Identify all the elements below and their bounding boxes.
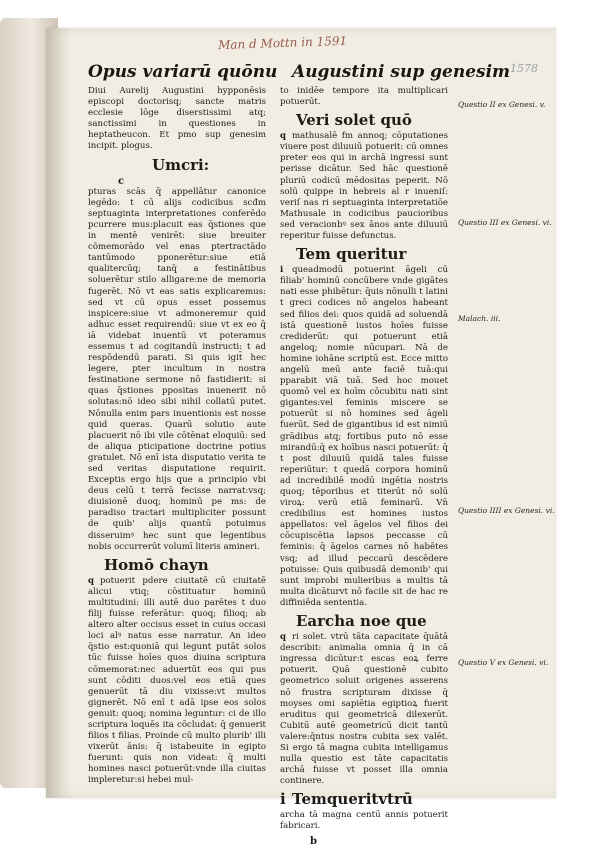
initial-marker: q [280, 632, 287, 643]
margin-note: Malach. iii. [458, 314, 501, 323]
margin-note: Questio III ex Genesi. vi. [458, 218, 552, 227]
body-paragraph: q ri solet. vtrū tāta capacitate q̄uātā describit: animalia omnia q̄ in cā ingressa dicūtur:t escas eoꝝ ferre potuerit. Quā questionē cubito geometrico soluit origenes asserens nō frustra scripturam dixisse q̄ moyses omi sapiētia egiptioꝝ fuerit eruditus qui geometricā dilexerūt. Cubitū autē geometricū dicit tantū valere:q̄ntus nostra cubita sex valēt. Si ergo tā magna cubita intelligamus nulla questio est tāte capacitatis archā fuisse vt posset illa omnia continere. [280, 632, 448, 787]
intro-paragraph: Diui Aurelij Augustini hypponēsis episcopi doctorisq; sancte matris ecclesie lōge diserstissimi atq; sanctissimi in questiones in heptatheucon. Et pmo sup genesim incipit. plogus. [88, 86, 266, 152]
page-gutter-shadow [46, 28, 72, 798]
initial-marker: i [280, 790, 286, 809]
left-column [88, 86, 266, 790]
book-page [46, 28, 556, 847]
body-paragraph: archa tā magna centū annis potuerit fabricari. [280, 810, 448, 832]
body-paragraph: i queadmodū potuerint āgeli cū filiab' hominū concūbere vnde gigātes nati esse phibētur: q̄uis nōnulli t latini t greci codices nō angelos habeant sed filios dei: quos quidā ad soluendā istā questionē iustos hoīes fuisse crediderūt: qui potuerunt etiā angeloq; nomie nūcupari. Nā de homine iohāne scriptū est. Ecce mitto angelū meū ante faciē tuā:qui pparabit viā tuā. Sed hoc mouet quomō vel ex hoīm cōcubitu nati sint gigantes:vel feminis miscere se potuerūt si nō homines sed āgeli fuerūt. Sed de gigantibus id est nimiū grādibus atq; fortibus puto nō esse mirandū:q̄ ex hoībus nasci potuerūt: q̄ t post diluuiū quidā tales fuisse reperiūtur: t quedā corpora hominū ad incredibilē modū ingētia nostris quoq; tēporibus et titerūt nō solū viroꝝ: verū etiā feminarū. Vn̄ credibilius est homines iustos appellatos: vel āgelos vel filios dei cōcupiscētia lapsos peccasse cū feminis: q̄ āgelos carnes nō habētes vsq; ad illud peccarū descēdere potuisse: Quis quibusdā demonib' qui sunt improbi mulieribus a multis tā multa dicāturvt nō facile sit de hac re diffiniēda sententia. [280, 265, 448, 608]
body-paragraph: to inidēe tempore ita multiplicari potuerūt. [280, 86, 448, 108]
page-header [88, 62, 518, 82]
header-right: Augustini sup genesim [292, 62, 511, 82]
section-heading: Homō chayn [104, 555, 209, 574]
section-heading: Umcri: [152, 155, 210, 174]
margin-note: Questio IIII ex Genesi. vi. [458, 506, 555, 515]
body-paragraph: q potuerit pdere ciuitatē cū ciuitatē alicui vtiq; cōstituatur hominū multitudini: illi autē duo parētes t duo filij fuisse referātur: quoq; filioq; ab altero alter occisus esset in cuius occasi loci alꝰ natus esse narratur. An ideo q̄stio est:quoniā qui legunt putāt solos tūc fuisse hoīes quos diuina scriptura cōmemorat:nec aduertūt eos qui pus sunt cōditi duos:vel eos etiā ques genuerūt tā diu vixisse:vt multos gignerēt. Nō enī t adā ipse eos solos genuit: quoq; nomina leguntur: ci de illo scriptura loquēs ita cōcludat: q̄ genuerit filios t filias. Proinde cū multo plurib' illi vixerūt ānis: q̄ istabeuite in egipto fuerunt: quis non videat: q̄ multi homines nasci potuerūt:vnde illa ciuitas impleretur:si hebei mul- [88, 575, 266, 786]
initial-marker: i [280, 265, 284, 276]
handwritten-inscription: Man d Mottn in 1591 [217, 33, 348, 53]
header-left: Opus variarū quōnu [88, 62, 278, 82]
signature-mark: b [310, 835, 317, 847]
margin-note: Questio II ex Genesi. v. [458, 100, 546, 109]
section-heading: Tem queritur [296, 245, 407, 264]
body-paragraph: pturas scās q̄ appellātur canonice legēdo: t cū alijs codicibus scđm septuaginta interpretationes conferēdo pcurrere mus:placuit eas q̄stiones que in mentē venirēt: siue breuiter cōmemorādo vel enas ptertractādo tantūmodo pponerētur:siue etiā qualitercūq; tanq̄ a festinātibus soluerētur stilo alligare:ne de memoria fugerēt. Nō vt eas satis explicaremus: sed vt cū opus esset possemus inspicere:siue vt admoneremur quid adhuc esset requirendū: siue vt ex eo q̄ iā videbat inuentū vt poteramus essemus t ad cogitandū instructi: t ad respōdendū parati. Si quis igit̄ hec legere, pter incultum in nostra festinatione sermone nō fastidierit: si quas q̄stiones ppositas inuenerit nō solutas:nō ideo sibi nihil collatū putet. Nōnulla enim pars inuentionis est nosse quid queras. Quarū solutio aute placuerit nō ibi vile cōtēnat eloquiū: sed de aliqua pticipatione doctrine potius gratulet. Nō enī ista disputatio verita te sed veritas disputatione requirit. Exceptis ergo hijs que a principio vbi deus celū t terrā fecisse narrat:vsq; diuisionē duoq; hominū pe ms: de paradiso tractari multipliciter possunt de quib' alijs quantū potuimus disseruimꝰ hec sunt que legentibus nobis occurrerūt volumī literis amineri. [88, 186, 266, 552]
initial-marker: q [88, 575, 95, 586]
right-column [280, 86, 448, 847]
body-paragraph: q mathusalē fm annoq; cōputationes viuere post diluuiū potuerit: cū omnes preter eos qui in archā ingressi sunt perisse dicātur. Sed hāc questionē pluriū codicū mēdositas peperit. Nō solū quippe in hebreis al r inueniſ: veriſ nas ri septuaginta interpretatiōe Mathusale in codicibus paucioribus sed veracionbꝰ sex ānos ante diluuiū reperitur fuisse defunctus. [280, 131, 448, 242]
section-heading: Veri solet quō [296, 111, 412, 130]
initial-marker: q [280, 131, 287, 142]
section-heading: i Temqueritvtrū [280, 790, 413, 809]
pencil-folio-mark: 1578 [510, 62, 538, 75]
margin-note: Questio V ex Genesi. vi. [458, 658, 549, 667]
section-heading: Earcha noe que [296, 612, 427, 631]
initial-marker: c [118, 175, 125, 187]
